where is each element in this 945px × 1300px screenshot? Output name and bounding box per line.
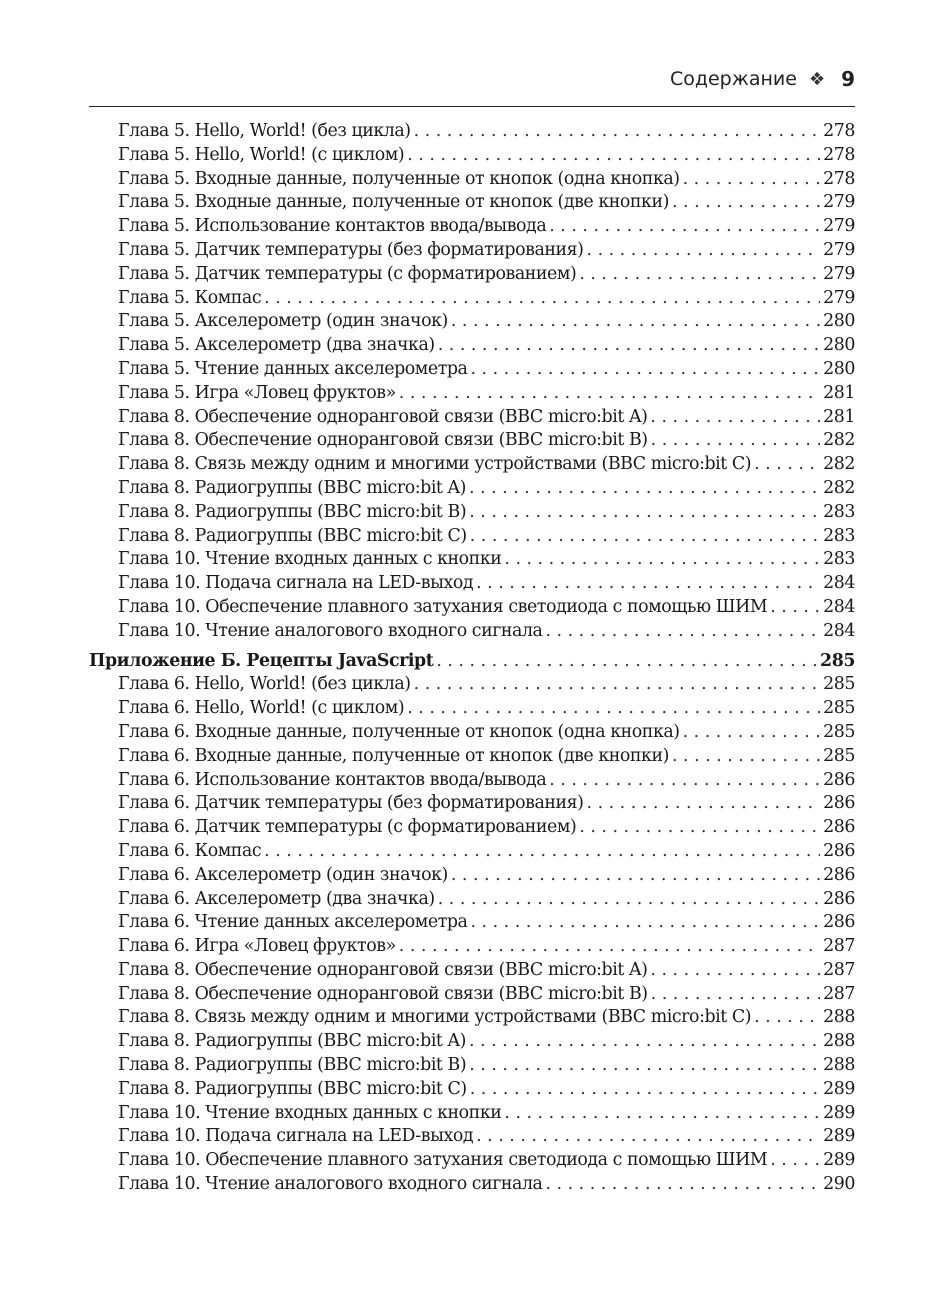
toc-entry[interactable] — [89, 721, 855, 745]
toc-entry[interactable] — [89, 287, 855, 311]
toc-entry-page: 289 — [823, 1078, 855, 1099]
toc-entry[interactable] — [89, 935, 855, 959]
toc-entry[interactable] — [89, 406, 855, 430]
toc-entry-title: Глава 6. Входные данные, полученные от кнопок (две кнопки) — [118, 745, 669, 766]
toc-entry-page: 278 — [823, 121, 855, 141]
toc-entry-title: Глава 8. Радиогруппы (BBC micro:bit B) — [118, 501, 467, 522]
toc-entry-page: 286 — [823, 864, 855, 885]
toc-entry-title: Глава 10. Обеспечение плавного затухания светодиода с помощью ШИМ — [118, 596, 768, 617]
toc-entry-title: Глава 5. Акселерометр (один значок) — [118, 311, 448, 332]
dot-leader — [672, 745, 820, 769]
toc-entry-title: Глава 8. Связь между одним и многими устройствами (BBC micro:bit C) — [118, 1007, 752, 1028]
toc-entry-title: Глава 8. Обеспечение одноранговой связи (BBC micro:bit B) — [118, 430, 648, 451]
toc-entry-title: Глава 10. Чтение аналогового входного сигнала — [118, 1174, 543, 1195]
toc-entry-title: Глава 5. Компас — [118, 287, 262, 308]
toc-entry[interactable] — [89, 310, 855, 334]
toc-entry[interactable] — [89, 1149, 855, 1173]
toc-entry-title: Глава 6. Входные данные, полученные от кнопок (одна кнопка) — [118, 721, 680, 742]
toc-entry[interactable] — [89, 745, 855, 769]
toc-entry-title: Глава 8. Радиогруппы (BBC micro:bit B) — [118, 1055, 467, 1076]
toc-entry-page: 285 — [823, 674, 855, 695]
dot-leader — [545, 1173, 820, 1197]
toc-entry-title: Глава 8. Связь между одним и многими устройствами (BBC micro:bit C) — [118, 454, 752, 475]
toc-entry-page: 287 — [823, 959, 855, 980]
toc-entry-title: Глава 6. Датчик температуры (с форматированием) — [118, 817, 577, 838]
dot-leader — [264, 840, 820, 864]
toc-entry-title: Глава 5. Использование контактов ввода/вывода — [118, 216, 547, 237]
toc-entry-title: Глава 5. Входные данные, полученные от кнопок (две кнопки) — [118, 192, 669, 213]
toc-entry-page: 289 — [823, 1150, 855, 1171]
dot-leader — [469, 1030, 820, 1054]
toc-entry-title: Глава 10. Чтение входных данных с кнопки — [118, 1102, 502, 1123]
dot-leader — [414, 673, 821, 697]
toc-entry-page: 286 — [823, 840, 855, 861]
dot-leader — [651, 429, 821, 453]
dot-leader — [683, 721, 821, 745]
toc-entry[interactable] — [89, 120, 855, 144]
toc-entry-page: 287 — [823, 936, 855, 957]
dot-leader — [399, 382, 820, 406]
toc-entry-page: 282 — [823, 430, 855, 451]
toc-entry-title: Глава 10. Чтение аналогового входного сигнала — [118, 620, 543, 641]
toc-entry-page: 279 — [823, 287, 855, 308]
toc-entry[interactable] — [89, 358, 855, 382]
toc-entry[interactable] — [89, 673, 855, 697]
toc-entry[interactable] — [89, 792, 855, 816]
toc-entry-page: 282 — [823, 454, 855, 475]
toc-entry-page: 278 — [823, 144, 855, 165]
toc-entry[interactable] — [89, 1125, 855, 1149]
dot-leader — [683, 168, 821, 192]
toc-entry-title: Глава 8. Радиогруппы (BBC micro:bit A) — [118, 1031, 466, 1052]
toc-entry-page: 279 — [823, 192, 855, 213]
toc-entry[interactable] — [89, 572, 855, 596]
toc-entry-title: Глава 6. Hello, World! (с циклом) — [118, 698, 405, 719]
toc-entry-title: Глава 5. Игра «Ловец фруктов» — [118, 382, 396, 403]
toc-entry[interactable] — [89, 959, 855, 983]
page-number: 9 — [841, 67, 855, 91]
toc-entry[interactable] — [89, 1173, 855, 1197]
dot-leader — [407, 697, 820, 721]
toc-entry-title: Глава 8. Обеспечение одноранговой связи (BBC micro:bit A) — [118, 406, 648, 427]
toc-entry-page: 279 — [823, 263, 855, 284]
toc-entry-title: Глава 6. Датчик температуры (без форматирования) — [118, 793, 584, 814]
dot-leader — [470, 525, 820, 549]
toc-entry-page: 286 — [823, 769, 855, 790]
toc-entry[interactable] — [89, 1078, 855, 1102]
toc-entry-page: 288 — [823, 1055, 855, 1076]
dot-leader — [451, 864, 820, 888]
toc-entry[interactable] — [89, 477, 855, 501]
dot-leader — [545, 620, 820, 644]
running-header — [89, 64, 855, 94]
toc-entry-page: 281 — [823, 406, 855, 427]
dot-leader — [470, 911, 820, 935]
dot-leader — [587, 792, 821, 816]
toc-entry-page: 289 — [823, 1126, 855, 1147]
toc-entry-page: 278 — [823, 168, 855, 189]
toc-entry-page: 286 — [823, 793, 855, 814]
toc-entry-page: 289 — [823, 1102, 855, 1123]
toc-entry-title: Глава 8. Радиогруппы (BBC micro:bit C) — [118, 1078, 467, 1099]
toc-entry-page: 286 — [823, 817, 855, 838]
toc-entry-title: Глава 6. Чтение данных акселерометра — [118, 912, 468, 933]
toc-entry-page: 286 — [823, 912, 855, 933]
toc-entry-page: 284 — [823, 620, 855, 641]
toc-entry-page: 283 — [823, 501, 855, 522]
dot-leader — [470, 1078, 820, 1102]
toc-entry[interactable] — [89, 983, 855, 1007]
running-header-title: Содержание — [669, 68, 797, 90]
toc-entry[interactable] — [89, 453, 855, 477]
toc-entry-title: Глава 5. Акселерометр (два значка) — [118, 335, 435, 356]
dot-leader — [469, 1054, 820, 1078]
toc-entry[interactable] — [89, 911, 855, 935]
toc-entry-page: 287 — [823, 983, 855, 1004]
dot-leader — [264, 287, 820, 311]
toc-entry[interactable] — [89, 334, 855, 358]
toc-entry-title: Глава 6. Hello, World! (без цикла) — [118, 674, 411, 695]
table-of-contents — [89, 120, 855, 1197]
dot-leader — [650, 959, 820, 983]
toc-entry-page: 288 — [823, 1007, 855, 1028]
toc-entry-page: 285 — [820, 650, 855, 671]
toc-entry-title: Глава 5. Hello, World! (с циклом) — [118, 144, 405, 165]
toc-entry-title: Глава 8. Обеспечение одноранговой связи (BBC micro:bit A) — [118, 959, 648, 980]
toc-entry-page: 280 — [823, 311, 855, 332]
toc-entry-page: 290 — [823, 1174, 855, 1195]
toc-entry-title: Глава 10. Подача сигнала на LED-выход — [118, 573, 474, 594]
dot-leader — [672, 191, 820, 215]
toc-entry[interactable] — [89, 1030, 855, 1054]
toc-entry[interactable] — [89, 215, 855, 239]
toc-entry-title: Глава 6. Акселерометр (два значка) — [118, 888, 435, 909]
dot-leader — [587, 239, 821, 263]
header-rule — [89, 106, 855, 107]
toc-entry-page: 283 — [823, 549, 855, 570]
dot-leader — [414, 120, 821, 144]
toc-entry-title: Глава 5. Датчик температуры (без форматирования) — [118, 239, 584, 260]
toc-entry-title: Глава 5. Входные данные, полученные от кнопок (одна кнопка) — [118, 168, 680, 189]
dot-leader — [770, 596, 820, 620]
toc-entry-page: 279 — [823, 239, 855, 260]
dot-leader — [469, 501, 820, 525]
toc-entry-page: 285 — [823, 698, 855, 719]
dot-leader — [650, 406, 820, 430]
dot-leader — [407, 144, 820, 168]
toc-entry-page: 283 — [823, 525, 855, 546]
toc-entry-title: Глава 10. Подача сигнала на LED-выход — [118, 1126, 474, 1147]
toc-entry-title: Глава 5. Чтение данных акселерометра — [118, 358, 468, 379]
toc-entry[interactable] — [89, 239, 855, 263]
dot-leader — [754, 453, 820, 477]
ornament-icon: ❖ — [808, 68, 826, 90]
toc-entry-title: Глава 6. Акселерометр (один значок) — [118, 864, 448, 885]
dot-leader — [549, 769, 820, 793]
toc-entry-page: 288 — [823, 1031, 855, 1052]
dot-leader — [549, 215, 820, 239]
toc-entry[interactable] — [89, 620, 855, 644]
toc-entry-title: Глава 6. Использование контактов ввода/вывода — [118, 769, 547, 790]
toc-entry-page: 282 — [823, 477, 855, 498]
dot-leader — [470, 358, 820, 382]
toc-entry-title: Глава 5. Hello, World! (без цикла) — [118, 121, 411, 141]
toc-entry[interactable] — [89, 501, 855, 525]
toc-entry[interactable] — [89, 429, 855, 453]
toc-entry[interactable] — [89, 144, 855, 168]
toc-entry-title: Глава 5. Датчик температуры (с форматированием) — [118, 263, 577, 284]
dot-leader — [504, 548, 820, 572]
toc-entry[interactable] — [89, 816, 855, 840]
dot-leader — [770, 1149, 820, 1173]
toc-entry[interactable] — [89, 191, 855, 215]
toc-entry[interactable] — [89, 168, 855, 192]
toc-entry-page: 279 — [823, 216, 855, 237]
toc-entry[interactable] — [89, 697, 855, 721]
dot-leader — [651, 983, 821, 1007]
toc-section-heading[interactable] — [89, 650, 855, 674]
toc-entry[interactable] — [89, 1054, 855, 1078]
toc-entry-title: Глава 8. Радиогруппы (BBC micro:bit C) — [118, 525, 467, 546]
toc-entry-title: Глава 8. Обеспечение одноранговой связи (BBC micro:bit B) — [118, 983, 648, 1004]
dot-leader — [469, 477, 820, 501]
toc-entry-page: 285 — [823, 745, 855, 766]
toc-entry[interactable] — [89, 382, 855, 406]
toc-entry-title: Глава 6. Игра «Ловец фруктов» — [118, 936, 396, 957]
toc-entry-page: 284 — [823, 573, 855, 594]
dot-leader — [579, 263, 820, 287]
toc-entry[interactable] — [89, 1102, 855, 1126]
dot-leader — [504, 1102, 820, 1126]
toc-entry-title: Глава 8. Радиогруппы (BBC micro:bit A) — [118, 477, 466, 498]
toc-entry-page: 281 — [823, 382, 855, 403]
dot-leader — [438, 334, 820, 358]
dot-leader — [436, 650, 817, 674]
dot-leader — [476, 1125, 820, 1149]
dot-leader — [754, 1006, 820, 1030]
toc-entry-title: Глава 10. Обеспечение плавного затухания светодиода с помощью ШИМ — [118, 1150, 768, 1171]
dot-leader — [399, 935, 820, 959]
dot-leader — [476, 572, 820, 596]
dot-leader — [451, 310, 820, 334]
toc-entry-title: Приложение Б. Рецепты JavaScript — [89, 650, 434, 671]
toc-entry-title: Глава 10. Чтение входных данных с кнопки — [118, 549, 502, 570]
toc-entry-title: Глава 6. Компас — [118, 840, 262, 861]
dot-leader — [438, 888, 820, 912]
toc-entry[interactable] — [89, 840, 855, 864]
toc-entry[interactable] — [89, 1006, 855, 1030]
toc-entry-page: 280 — [823, 358, 855, 379]
toc-entry[interactable] — [89, 596, 855, 620]
toc-entry[interactable] — [89, 525, 855, 549]
dot-leader — [579, 816, 820, 840]
toc-entry[interactable] — [89, 548, 855, 572]
toc-entry[interactable] — [89, 888, 855, 912]
toc-entry-page: 285 — [823, 721, 855, 742]
toc-entry-page: 284 — [823, 596, 855, 617]
toc-entry-page: 280 — [823, 335, 855, 356]
toc-entry-page: 286 — [823, 888, 855, 909]
toc-entry[interactable] — [89, 864, 855, 888]
toc-entry[interactable] — [89, 263, 855, 287]
toc-entry[interactable] — [89, 769, 855, 793]
